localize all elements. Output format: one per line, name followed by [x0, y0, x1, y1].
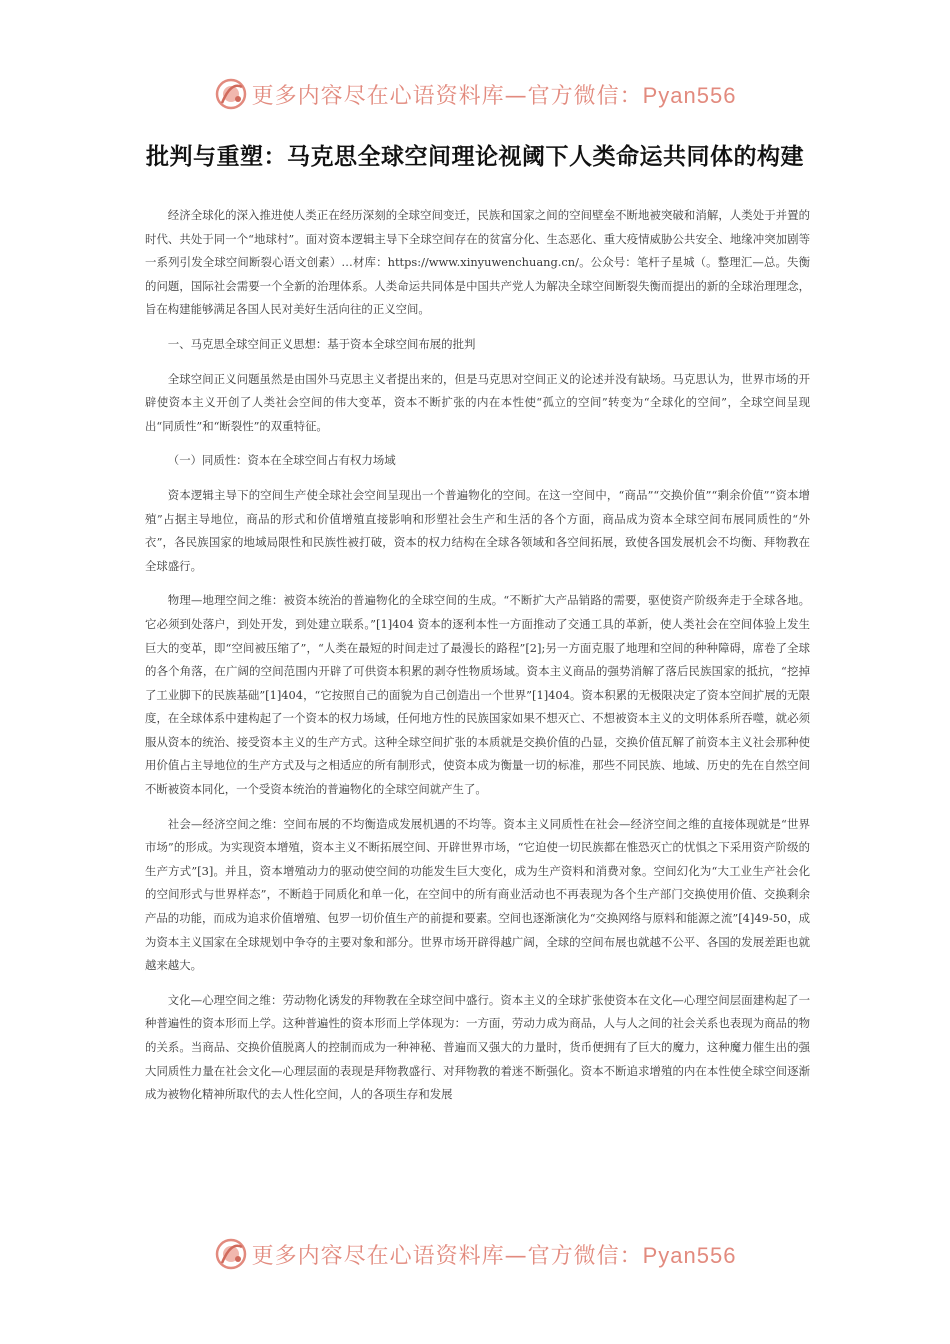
paragraph-physical-geographic: 物理—地理空间之维：被资本统治的普遍物化的全球空间的生成。“不断扩大产品销路的需要，驱使资产阶级奔走于全球各地。它必须到处落户，到处开发，到处建立联系。”[1]404 资本的逐利本性一方面推动了交通工具的革新，使人类社会在空间体验上发生巨大的变革，即“空间被压缩了”，“人类在最短的时间走过了最漫长的路程”[2];另一方面克服了地理和空间的种种障碍，席卷了全球的各个角落，在广阔的空间范围内开辟了可供资本积累的剥夺性物质场域。资本主义商品的强势消解了落后民族国家的抵抗，“挖掉了工业脚下的民族基础”[1]404，“它按照自己的面貌为自己创造出一个世界”[1]404。资本积累的无极限决定了资本空间扩展的无限度，在全球体系中建构起了一个资本的权力场域，任何地方性的民族国家如果不想灭亡、不想被资本主义的文明体系所吞噬，就必须服从资本的统治、接受资本主义的生产方式。这种全球空间扩张的本质就是交换价值的凸显，交换价值瓦解了前资本主义社会那种使用价值占主导地位的生产方式及与之相适应的所有制形式，使资本成为衡量一切的标准，那些不同民族、地域、历史的先在自然空间不断被资本同化，一个受资本统治的普遍物化的全球空间就产生了。 [145, 593, 810, 797]
paragraph-intro: 经济全球化的深入推进使人类正在经历深刻的全球空间变迁，民族和国家之间的空间壁垒不断地被突破和消解，人类处于并置的时代、共处于同一个“地球村”。面对资本逻辑主导下全球空间存在的贫富分化、生态恶化、重大疫情威胁公共安全、地缘冲突加剧等一系列引发全球空间断裂心语文创素）…材库：https://www.xinyuwenchuang.cn/。公众号：笔杆子星城（。整理汇—总。失衡的问题，国际社会需要一个全新的治理体系。人类命运共同体是中国共产党人为解决全球空间断裂失衡而提出的新的全球治理理念，旨在构建能够满足各国人民对美好生活向往的正义空间。 [145, 208, 810, 317]
article-body [145, 204, 810, 1118]
paragraph-section-1: 全球空间正义问题虽然是由国外马克思主义者提出来的，但是马克思对空间正义的论述并没有缺场。马克思认为，世界市场的开辟使资本主义开创了人类社会空间的伟大变革，资本不断扩张的内在本性使“孤立的空间”转变为“全球化的空间”，全球空间呈现出“同质性”和“断裂性”的双重特征。 [145, 371, 810, 433]
brand-logo-icon [214, 77, 248, 111]
section-heading-1: 一、马克思全球空间正义思想：基于资本全球空间布展的批判 [167, 336, 476, 351]
header-watermark-banner [0, 72, 950, 116]
subsection-heading-1: （一）同质性：资本在全球空间占有权力场域 [167, 453, 396, 468]
footer-watermark-banner [0, 1232, 950, 1276]
article-title: 批判与重塑：马克思全球空间理论视阈下人类命运共同体的构建 [146, 144, 804, 170]
paragraph-cultural-psychological: 文化—心理空间之维：劳动物化诱发的拜物教在全球空间中盛行。资本主义的全球扩张使资本在文化—心理空间层面建构起了一种普遍性的资本形而上学。这种普遍性的资本形而上学体现为：一方面，劳动力成为商品，人与人之间的社会关系也表现为商品的物的关系。当商品、交换价值脱离人的控制而成为一种神秘、普遍而又强大的力量时，货币便拥有了巨大的魔力，这种魔力催生出的强大同质性力量在社会文化—心理层面的表现是拜物教盛行、对拜物教的着迷不断强化。资本不断追求增殖的内在本性使全球空间逐渐成为被物化精神所取代的去人性化空间，人的各项生存和发展 [145, 992, 810, 1102]
brand-logo-icon [214, 1237, 248, 1271]
paragraph-social-economic: 社会—经济空间之维：空间布展的不均衡造成发展机遇的不均等。资本主义同质性在社会—经济空间之维的直接体现就是“世界市场”的形成。为实现资本增殖，资本主义不断拓展空间、开辟世界市场，“它迫使一切民族都在惟恐灭亡的忧惧之下采用资产阶级的生产方式”[3]。并且，资本增殖动力的驱动使空间的功能发生巨大变化，成为生产资料和消费对象。空间幻化为“大工业生产社会化的空间形式与世界样态”，不断趋于同质化和单一化，在空间中的所有商业活动也不再表现为各个生产部门交换使用价值、交换剩余产品的功能，而成为追求价值增殖、包罗一切价值生产的前提和要素。空间也逐渐演化为“交换网络与原料和能源之流”[4]49-50，成为资本主义国家在全球规划中争夺的主要对象和部分。世界市场开辟得越广阔，全球的空间布展也就越不公平、各国的发展差距也就越来越大。 [145, 816, 810, 973]
paragraph-homogeneity: 资本逻辑主导下的空间生产使全球社会空间呈现出一个普遍物化的空间。在这一空间中，“商品”“交换价值”“剩余价值”“资本增殖”占据主导地位，商品的形式和价值增殖直接影响和形塑社会生产和生活的各个方面，商品成为资本全球空间布展同质性的“外衣”，各民族国家的地域局限性和民族性被打破，资本的权力结构在全球各领域和各空间拓展，致使各国发展机会不均衡、拜物教在全球盛行。 [145, 487, 810, 573]
watermark-text: 更多内容尽在心语资料库—官方微信：Pyan556 [251, 1242, 737, 1269]
watermark-text: 更多内容尽在心语资料库—官方微信：Pyan556 [251, 82, 737, 109]
